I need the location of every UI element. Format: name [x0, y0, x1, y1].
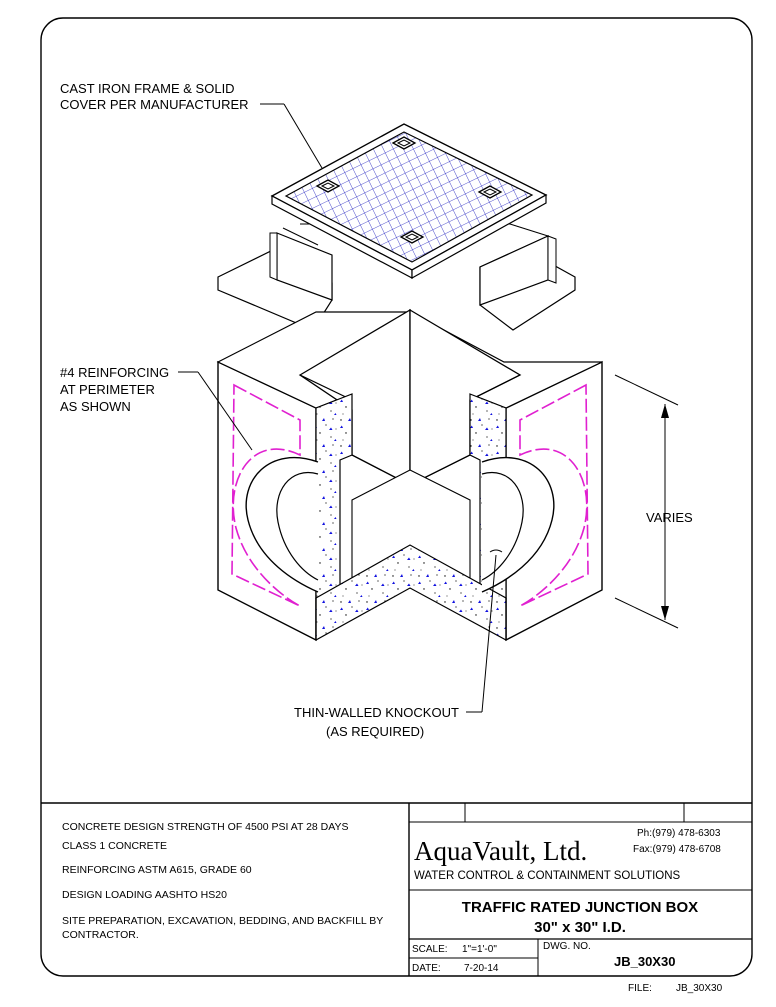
company-fax: Fax:(979) 478-6708 — [633, 844, 721, 855]
knockout-callout-line1: THIN-WALLED KNOCKOUT — [294, 705, 459, 720]
height-dimension — [615, 375, 678, 628]
drawing-title-line2: 30" x 30" I.D. — [534, 919, 626, 936]
note-3: REINFORCING ASTM A615, GRADE 60 — [62, 864, 252, 876]
file-value: JB_30X30 — [676, 983, 723, 994]
company-phone: Ph:(979) 478-6303 — [637, 828, 721, 839]
note-5: SITE PREPARATION, EXCAVATION, BEDDING, AND BACKFILL BY — [62, 915, 384, 927]
file-label: FILE: — [628, 983, 652, 994]
date-value: 7-20-14 — [464, 963, 499, 974]
cover-callout-line2: COVER PER MANUFACTURER — [60, 97, 249, 112]
scale-label: SCALE: — [412, 944, 448, 955]
rebar-callout-line2: AT PERIMETER — [60, 382, 155, 397]
rebar-callout-line1: #4 REINFORCING — [60, 365, 170, 380]
dwg-no-label: DWG. NO. — [543, 941, 591, 952]
junction-box-cutaway — [218, 310, 602, 640]
note-1: CONCRETE DESIGN STRENGTH OF 4500 PSI AT 28 DAYS — [62, 821, 349, 833]
dwg-no-value: JB_30X30 — [614, 954, 676, 969]
knockout-callout-line2: (AS REQUIRED) — [326, 724, 425, 739]
cover-callout-line1: CAST IRON FRAME & SOLID — [60, 81, 235, 96]
note-4: DESIGN LOADING AASHTO HS20 — [62, 889, 227, 901]
company-tagline: WATER CONTROL & CONTAINMENT SOLUTIONS — [414, 870, 681, 882]
frame-and-cover — [218, 124, 575, 330]
company-name: AquaVault, Ltd. — [414, 836, 588, 866]
note-6: CONTRACTOR. — [62, 929, 139, 941]
date-label: DATE: — [412, 963, 441, 974]
note-2: CLASS 1 CONCRETE — [62, 840, 168, 852]
rebar-callout-line3: AS SHOWN — [60, 399, 131, 414]
height-label: VARIES — [646, 510, 693, 525]
scale-value: 1"=1'-0" — [462, 944, 497, 955]
drawing-title-line1: TRAFFIC RATED JUNCTION BOX — [461, 899, 699, 916]
